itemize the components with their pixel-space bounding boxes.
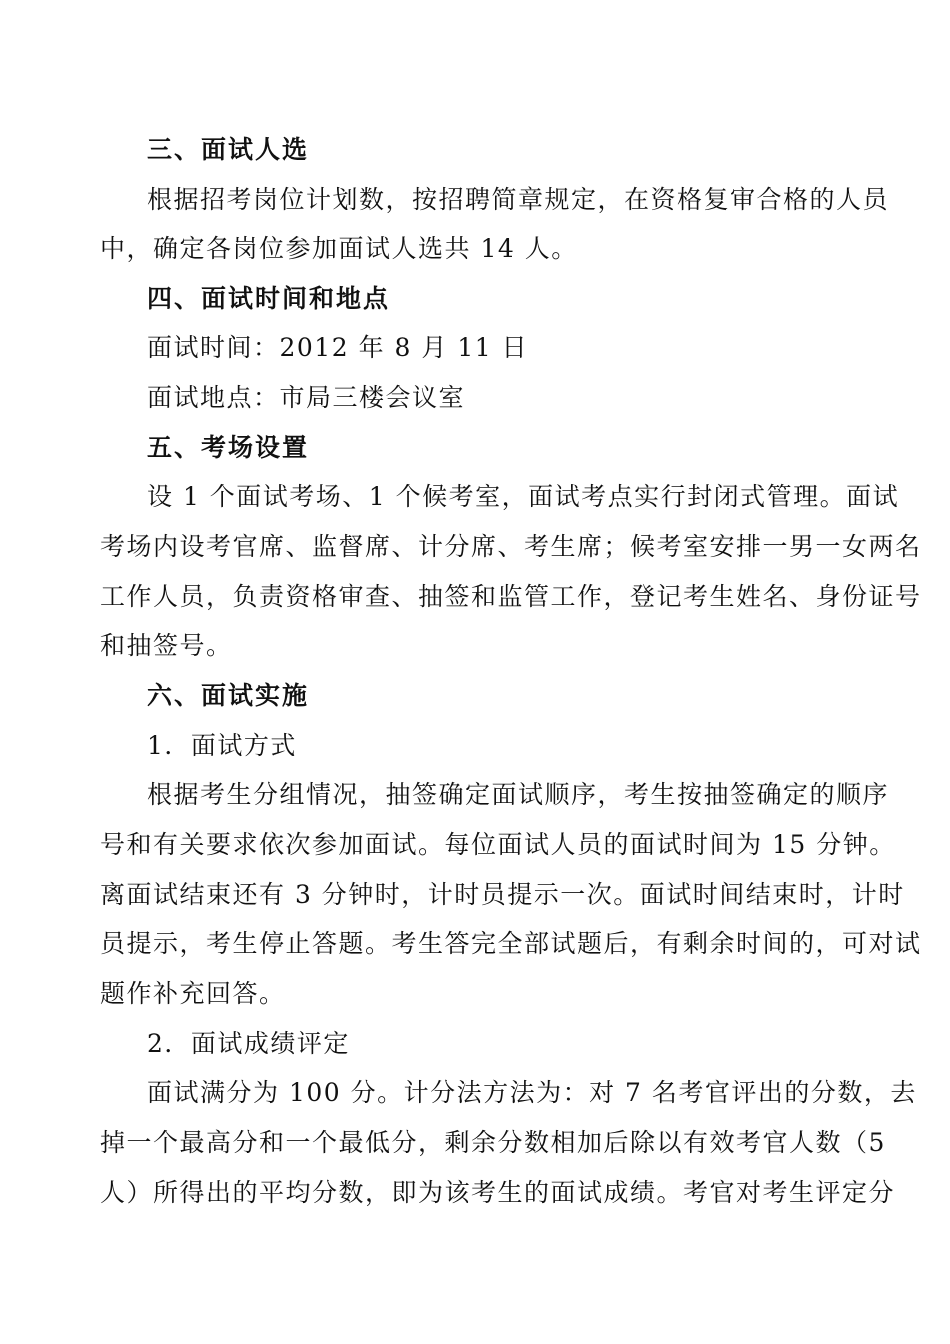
paragraph-line: 中，确定各岗位参加面试人选共 14 人。 xyxy=(100,234,578,263)
paragraph-line: 号和有关要求依次参加面试。每位面试人员的面试时间为 15 分钟。 xyxy=(100,830,896,859)
section-heading-3: 三、面试人选 xyxy=(147,135,310,164)
paragraph-line: 和抽签号。 xyxy=(100,631,233,660)
interview-location: 面试地点：市局三楼会议室 xyxy=(147,383,466,412)
paragraph-line: 考场内设考官席、监督席、计分席、考生席；候考室安排一男一女两名 xyxy=(100,532,922,561)
paragraph-line: 面试满分为 100 分。计分法方法为：对 7 名考官评出的分数，去 xyxy=(147,1078,917,1107)
paragraph-line: 设 1 个面试考场、1 个候考室，面试考点实行封闭式管理。面试 xyxy=(147,482,900,511)
paragraph-line: 离面试结束还有 3 分钟时，计时员提示一次。面试时间结束时，计时 xyxy=(100,880,905,909)
paragraph-line: 员提示，考生停止答题。考生答完全部试题后，有剩余时间的，可对试 xyxy=(100,929,922,958)
section-heading-4: 四、面试时间和地点 xyxy=(147,284,391,313)
section-heading-5: 五、考场设置 xyxy=(147,433,310,462)
paragraph-line: 根据招考岗位计划数，按招聘简章规定，在资格复审合格的人员 xyxy=(147,185,890,214)
subsection-heading-2: 2．面试成绩评定 xyxy=(147,1029,350,1058)
paragraph-line: 题作补充回答。 xyxy=(100,979,286,1008)
section-heading-6: 六、面试实施 xyxy=(147,681,310,710)
paragraph-line: 人）所得出的平均分数，即为该考生的面试成绩。考官对考生评定分 xyxy=(100,1178,896,1207)
paragraph-line: 掉一个最高分和一个最低分，剩余分数相加后除以有效考官人数（5 xyxy=(100,1128,886,1157)
interview-time: 面试时间：2012 年 8 月 11 日 xyxy=(147,333,529,362)
paragraph-line: 工作人员，负责资格审查、抽签和监管工作，登记考生姓名、身份证号 xyxy=(100,582,922,611)
subsection-heading-1: 1．面试方式 xyxy=(147,731,297,760)
paragraph-line: 根据考生分组情况，抽签确定面试顺序，考生按抽签确定的顺序 xyxy=(147,780,890,809)
